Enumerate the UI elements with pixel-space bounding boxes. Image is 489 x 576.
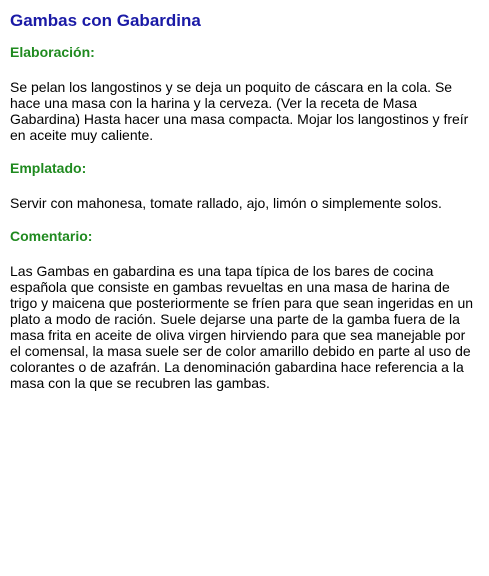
section-text-elaboracion: Se pelan los langostinos y se deja un poquito de cáscara en la cola. Se hace una masa con la harina y la cerveza. (Ver la receta de Masa Gabardina) Hasta hacer una masa compacta. Mojar los langostinos y freír en aceite muy caliente. xyxy=(10,79,469,143)
section-heading-elaboracion: Elaboración: xyxy=(10,44,95,60)
section-heading-emplatado: Emplatado: xyxy=(10,160,87,176)
section-text-emplatado: Servir con mahonesa, tomate rallado, ajo, limón o simplemente solos. xyxy=(10,195,442,211)
section-text-comentario: Las Gambas en gabardina es una tapa típica de los bares de cocina española que consiste en gambas revueltas en una masa de harina de trigo y maicena que posteriormente se fríen para que sean ingeridas en un plato a modo de ración. Suele dejarse una parte de la gamba fuera de la masa frita en aceite de oliva virgen hirviendo para que sea manejable por el comensal, la masa suele ser de color amarillo debido en parte al uso de colorantes o de azafrán. La denominación gabardina hace referencia a la masa con la que se recubren las gambas. xyxy=(10,263,474,391)
page-title: Gambas con Gabardina xyxy=(10,11,201,30)
section-heading-comentario: Comentario: xyxy=(10,228,93,244)
